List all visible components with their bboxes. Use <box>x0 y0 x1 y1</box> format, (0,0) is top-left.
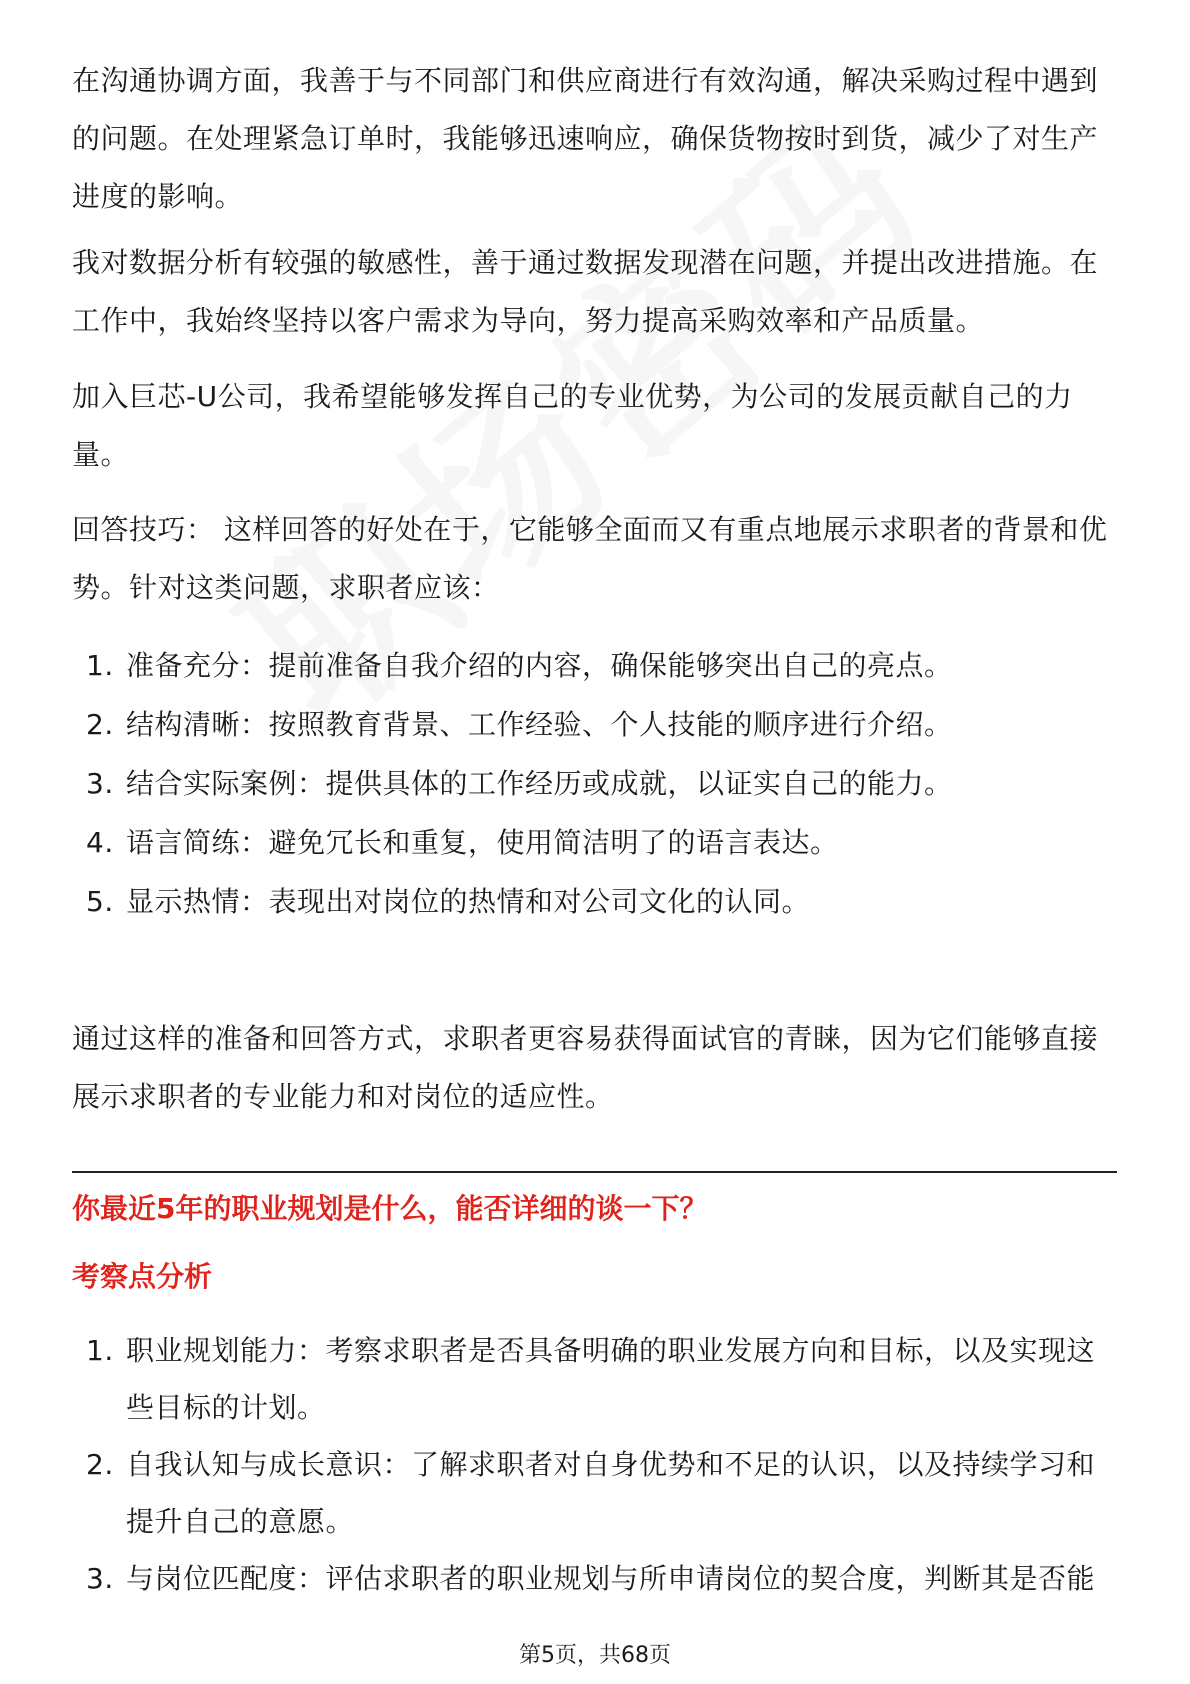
paragraph-data-analysis: 我对数据分析有较强的敏感性，善于通过数据发现潜在问题，并提出改进措施。在工作中，我始终坚持以客户需求为导向，努力提高采购效率和产品质量。 <box>72 246 1099 337</box>
list-number: 2. <box>86 708 114 741</box>
list-number: 2. <box>86 1448 114 1481</box>
paragraph-closing: 通过这样的准备和回答方式，求职者更容易获得面试官的青睐，因为它们能够直接展示求职者的专业能力和对岗位的适应性。 <box>72 1022 1099 1113</box>
list-item <box>72 1322 1117 1436</box>
list-item <box>72 1550 1117 1607</box>
list-number: 3. <box>86 767 114 800</box>
paragraph-answer-tips: 回答技巧： 这样回答的好处在于，它能够全面而又有重点地展示求职者的背景和优势。针对这类问题，求职者应该： <box>72 513 1108 604</box>
page-number: 第5页，共68页 <box>519 1643 671 1668</box>
list-text: 职业规划能力：考察求职者是否具备明确的职业发展方向和目标，以及实现这些目标的计划。 <box>126 1334 1096 1424</box>
analysis-heading: 考察点分析 <box>72 1260 213 1293</box>
list-text: 准备充分：提前准备自我介绍的内容，确保能够突出自己的亮点。 <box>126 649 953 682</box>
list-text: 自我认知与成长意识：了解求职者对自身优势和不足的认识，以及持续学习和提升自己的意愿。 <box>126 1448 1096 1538</box>
list-item <box>72 695 1117 754</box>
list-text: 结构清晰：按照教育背景、工作经验、个人技能的顺序进行介绍。 <box>126 708 953 741</box>
list-number: 3. <box>86 1562 114 1595</box>
question-heading: 你最近5年的职业规划是什么，能否详细的谈一下？ <box>72 1192 708 1225</box>
list-item <box>72 754 1117 813</box>
list-item <box>72 872 1117 931</box>
list-number: 1. <box>86 1334 114 1367</box>
list-text: 语言简练：避免冗长和重复，使用简洁明了的语言表达。 <box>126 826 839 859</box>
section-divider <box>72 1171 1117 1173</box>
tips-list <box>72 636 1117 931</box>
list-item <box>72 1436 1117 1550</box>
paragraph-communication: 在沟通协调方面，我善于与不同部门和供应商进行有效沟通，解决采购过程中遇到的问题。在处理紧急订单时，我能够迅速响应，确保货物按时到货，减少了对生产进度的影响。 <box>72 64 1099 213</box>
list-item <box>72 636 1117 695</box>
list-text: 与岗位匹配度：评估求职者的职业规划与所申请岗位的契合度，判断其是否能 <box>126 1562 1096 1595</box>
list-number: 4. <box>86 826 114 859</box>
list-text: 结合实际案例：提供具体的工作经历或成就，以证实自己的能力。 <box>126 767 953 800</box>
list-number: 1. <box>86 649 114 682</box>
analysis-list <box>72 1322 1117 1607</box>
list-number: 5. <box>86 885 114 918</box>
list-text: 显示热情：表现出对岗位的热情和对公司文化的认同。 <box>126 885 811 918</box>
list-item <box>72 813 1117 872</box>
paragraph-join-company: 加入巨芯-U公司，我希望能够发挥自己的专业优势，为公司的发展贡献自己的力量。 <box>72 380 1073 471</box>
